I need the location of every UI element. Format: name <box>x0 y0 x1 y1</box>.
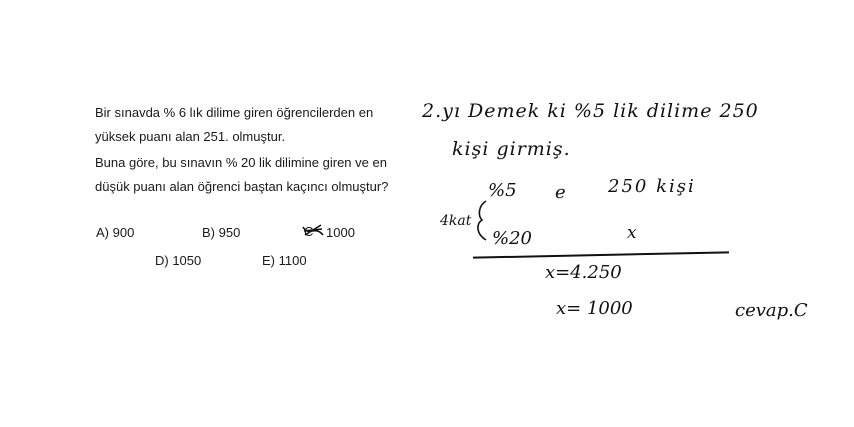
crossed-option-c-mark-icon <box>301 221 327 241</box>
option-b: B) 950 <box>202 225 241 240</box>
division-line <box>473 251 729 258</box>
option-e: E) 1100 <box>262 253 307 268</box>
option-d: D) 1050 <box>155 253 202 268</box>
question-paragraph-2: Buna göre, bu sınavın % 20 lik dilimine giren ve en düşük puanı alan öğrenci baştan kaçıncı olmuştur? <box>95 155 389 194</box>
question-text <box>95 101 395 199</box>
brace-icon <box>470 198 492 244</box>
ratio-bottom-right: x <box>627 223 637 243</box>
solution-line-2: kişi girmiş. <box>452 138 571 160</box>
ratio-bottom-left: %20 <box>492 228 533 249</box>
calc-line-2: x= 1000 <box>556 298 633 319</box>
option-a: A) 900 <box>96 225 135 240</box>
ratio-top-right: 250 kişi <box>608 176 696 197</box>
ratio-top-mid: e <box>555 182 566 203</box>
option-c: 1000 <box>326 225 355 240</box>
question-paragraph-1: Bir sınavda % 6 lık dilime giren öğrencilerden en yüksek puanı alan 251. olmuştur. <box>95 105 374 144</box>
calc-line-1: x=4.250 <box>545 262 622 283</box>
solution-line-1: 2.yı Demek ki %5 lik dilime 250 <box>422 100 759 122</box>
answer-note: cevap.C <box>735 300 808 321</box>
side-note: 4kat <box>440 213 472 229</box>
ratio-top-left: %5 <box>488 180 517 201</box>
svg-text:C: C <box>304 224 314 239</box>
